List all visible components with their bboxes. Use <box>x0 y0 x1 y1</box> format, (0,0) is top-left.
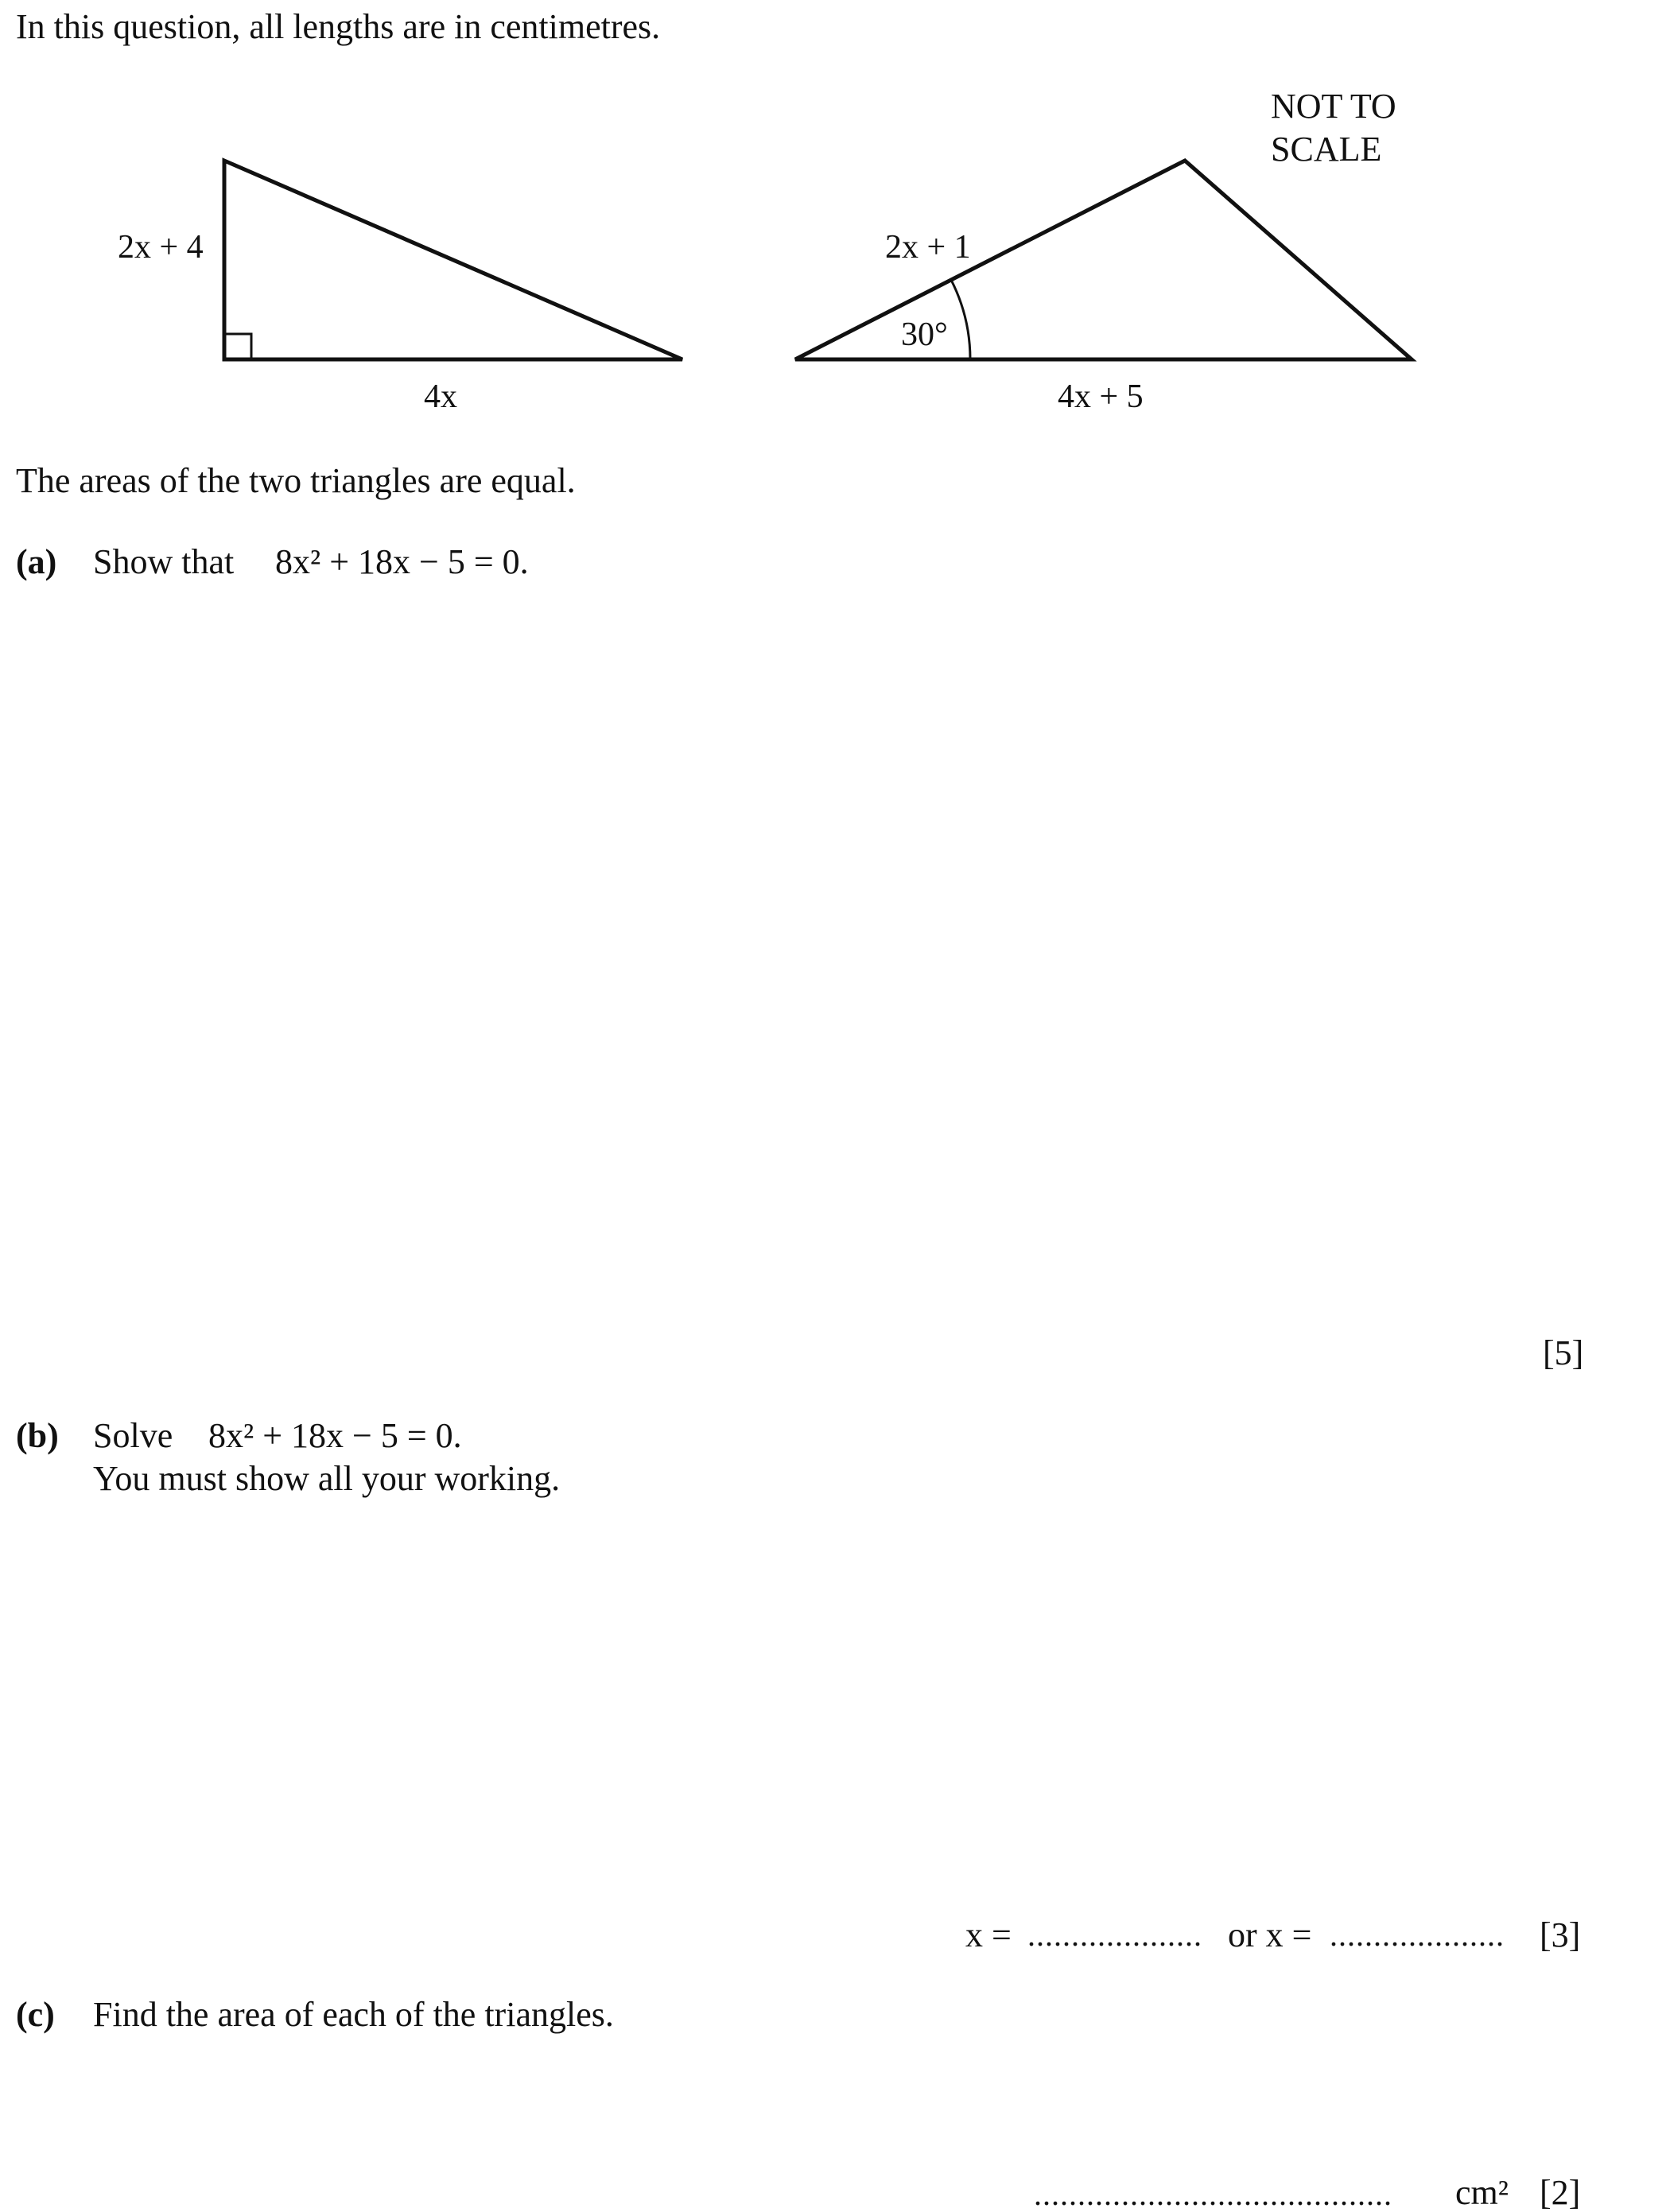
triangle2-side-label: 2x + 1 <box>885 229 971 266</box>
part-c-label: (c) <box>16 1995 55 2034</box>
part-a-label: (a) <box>16 542 57 581</box>
triangle2-base-label: 4x + 5 <box>1058 378 1144 415</box>
part-c-prompt: Find the area of each of the triangles. <box>93 1995 614 2034</box>
part-b-prompt: Solve <box>93 1416 173 1455</box>
part-b-answer-x-label: x = <box>965 1915 1012 1954</box>
part-a-marks: [5] <box>1543 1333 1584 1372</box>
part-b-marks: [3] <box>1540 1915 1581 1954</box>
not-to-scale-line1: NOT TO <box>1271 87 1396 126</box>
part-b-equation: 8x² + 18x − 5 = 0. <box>208 1416 462 1455</box>
right-triangle <box>224 161 682 359</box>
triangle2-angle-label: 30° <box>901 316 948 353</box>
part-c-unit: cm² <box>1455 2173 1509 2212</box>
angle-arc <box>951 280 970 359</box>
right-angle-marker <box>224 334 251 359</box>
triangle1-height-label: 2x + 4 <box>118 229 204 266</box>
part-b-label: (b) <box>16 1416 59 1455</box>
part-b-answer-line-1[interactable]: .................... <box>1027 1917 1202 1953</box>
part-b-answer-line-2[interactable]: .................... <box>1330 1917 1505 1953</box>
triangles-diagram <box>0 0 1670 493</box>
part-b-answer-or-label: or x = <box>1228 1915 1312 1954</box>
part-c-marks: [2] <box>1540 2173 1581 2212</box>
part-a-prompt: Show that <box>93 542 235 581</box>
statement-text: The areas of the two triangles are equal. <box>16 461 576 500</box>
part-a-equation: 8x² + 18x − 5 = 0. <box>275 542 529 581</box>
part-b-instruction: You must show all your working. <box>93 1459 561 1498</box>
part-c-answer-line[interactable]: ......................................... <box>1034 2176 1392 2212</box>
not-to-scale-line2: SCALE <box>1271 130 1382 169</box>
intro-text: In this question, all lengths are in centimetres. <box>16 7 661 46</box>
triangle1-base-label: 4x <box>424 378 457 415</box>
